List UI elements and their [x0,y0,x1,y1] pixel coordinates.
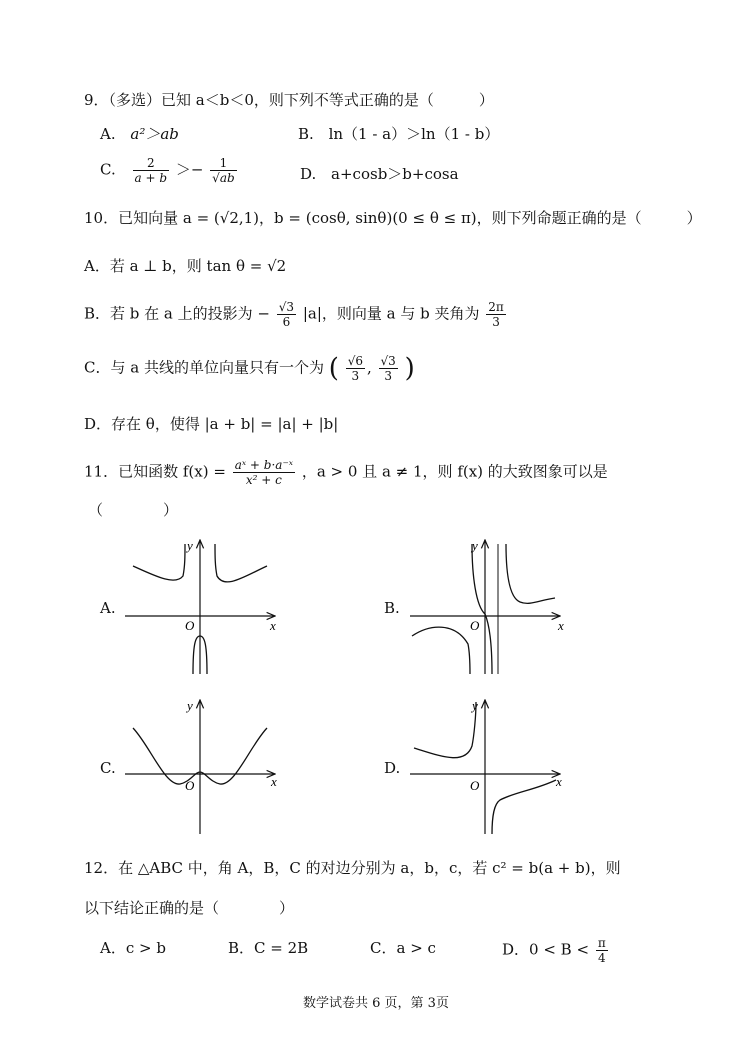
q11-option-d-label: D. [384,759,401,777]
q10-stem: 10．已知向量 a = (√2,1)，b = (cosθ, sinθ)(0 ≤ θ ≤ π)，则下列命题正确的是（ ） [84,209,702,227]
q10-b-mid: |a|，则向量 a 与 b 夹角为 [302,304,480,323]
q9-c-frac1 [133,156,170,185]
graph-b-origin: O [470,618,480,633]
q11-frac [233,458,295,487]
q10-b-den: 6 [282,315,291,329]
q12-d-den: 4 [597,951,606,965]
q12-option-d [502,936,610,965]
q10-option-c: C．与 a 共线的单位向量只有一个为 ( $\frac{√6}{3}$ , $\frac{√3}{3}$ ) [84,353,415,384]
q10-b-num2: 2π [488,300,504,314]
q10-b-pre: B．若 b 在 a 上的投影为 − [84,304,270,323]
q12-line1: 12．在 △ABC 中，角 A，B，C 的对边分别为 a，b，c，若 c² = b(a + b)，则 [84,859,621,877]
q10-option-d: D．存在 θ，使得 |a + b| = |a| + |b| [84,415,339,433]
graph-b-right-branch [506,544,555,603]
graph-b [410,536,570,676]
q10-b-den2: 3 [492,315,500,329]
graph-a-origin: O [185,618,195,633]
graph-a-x-label: x [270,618,276,633]
graph-d [410,696,570,836]
q10-c-den2: 3 [384,369,392,383]
q12-line2: 以下结论正确的是（ ） [84,899,295,917]
q11-frac-den: x² + c [245,473,282,487]
q10-b-num: √3 [278,300,295,314]
q11-frac-num: aˣ + b·a⁻ˣ [234,458,294,472]
q9-option-b-text: ln（1 - a）＞ln（1 - b） [328,125,500,143]
graph-c [125,696,285,836]
graph-d-origin: O [470,778,480,793]
q10-b-frac1 [277,300,296,329]
q9-option-c [100,156,239,185]
q12-option-a: A．c > b [100,939,166,957]
q11-option-b-label: B. [384,599,400,617]
q9-option-a [100,124,179,144]
q9-option-d [300,164,459,184]
q9-option-a-text: a²＞ab [130,125,179,143]
q11-stem-pre: 11．已知函数 f(x) = [84,462,226,481]
q9-c-den1: a + b [134,171,168,185]
q11-option-c-label: C. [100,759,116,777]
q11-stem-post: ，a > 0 且 a ≠ 1，则 f(x) 的大致图象可以是 [301,462,608,481]
q9-c-frac2 [210,156,236,185]
q10-c-lparen: ( [328,353,339,384]
graph-a-y-label: y [187,538,193,553]
graph-d-x-label: x [556,774,562,789]
graph-d-left-branch [414,702,476,758]
q9-option-a-label: A. [100,125,116,143]
q10-c-frac1 [346,354,365,383]
q10-c-den1: 3 [351,369,360,383]
q11-answer-paren: （ ） [88,501,179,519]
graph-b-left-branch [412,627,470,674]
graph-b-x-label: x [558,618,564,633]
graph-d-right-branch [492,780,556,834]
q9-c-num2: 1 [210,156,236,171]
q9-stem: 9．（多选）已知 a＜b＜0，则下列不等式正确的是（ ） [84,91,494,109]
q9-option-d-label: D. [300,165,317,183]
graph-a-right-branch [215,544,267,582]
q9-option-b-label: B. [298,125,314,143]
graph-b-middle-branch [472,544,492,674]
q12-d-frac [596,936,608,965]
q9-c-rel: ＞− [175,160,204,179]
q10-c-num1: √6 [347,354,363,368]
q12-option-c: C．a > c [370,939,436,957]
q10-option-a: A．若 a ⊥ b，则 tan θ = √2 [84,257,287,275]
q12-d-pre: D．0 < B < [502,940,590,959]
q10-option-b [84,300,508,329]
graph-b-y-label: y [472,538,478,553]
graph-a-left-branch [133,544,185,580]
graph-c-x-label: x [271,774,277,789]
q11-stem [84,458,608,487]
q10-c-pre: C．与 a 共线的单位向量只有一个为 [84,358,324,377]
q9-option-c-label: C. [100,160,116,179]
q9-option-d-text: a+cosb＞b+cosa [331,165,459,183]
q9-option-b [298,124,499,144]
graph-c-origin: O [185,778,195,793]
q10-c-frac2 [379,354,398,383]
graph-a [125,536,285,676]
graph-c-y-label: y [187,698,193,713]
q12-option-b: B．C = 2B [228,939,309,957]
q12-d-num: π [597,936,606,950]
q9-c-num1: 2 [133,156,170,171]
q10-c-rparen: ) [404,353,415,384]
q10-c-num2: √3 [380,354,396,368]
page-footer: 数学试卷共 6 页，第 3页 [303,996,449,1011]
q11-option-a-label: A. [100,599,116,617]
q9-c-den2: √ab [212,171,235,185]
q10-b-frac2 [486,300,506,329]
graph-d-y-label: y [472,698,478,713]
